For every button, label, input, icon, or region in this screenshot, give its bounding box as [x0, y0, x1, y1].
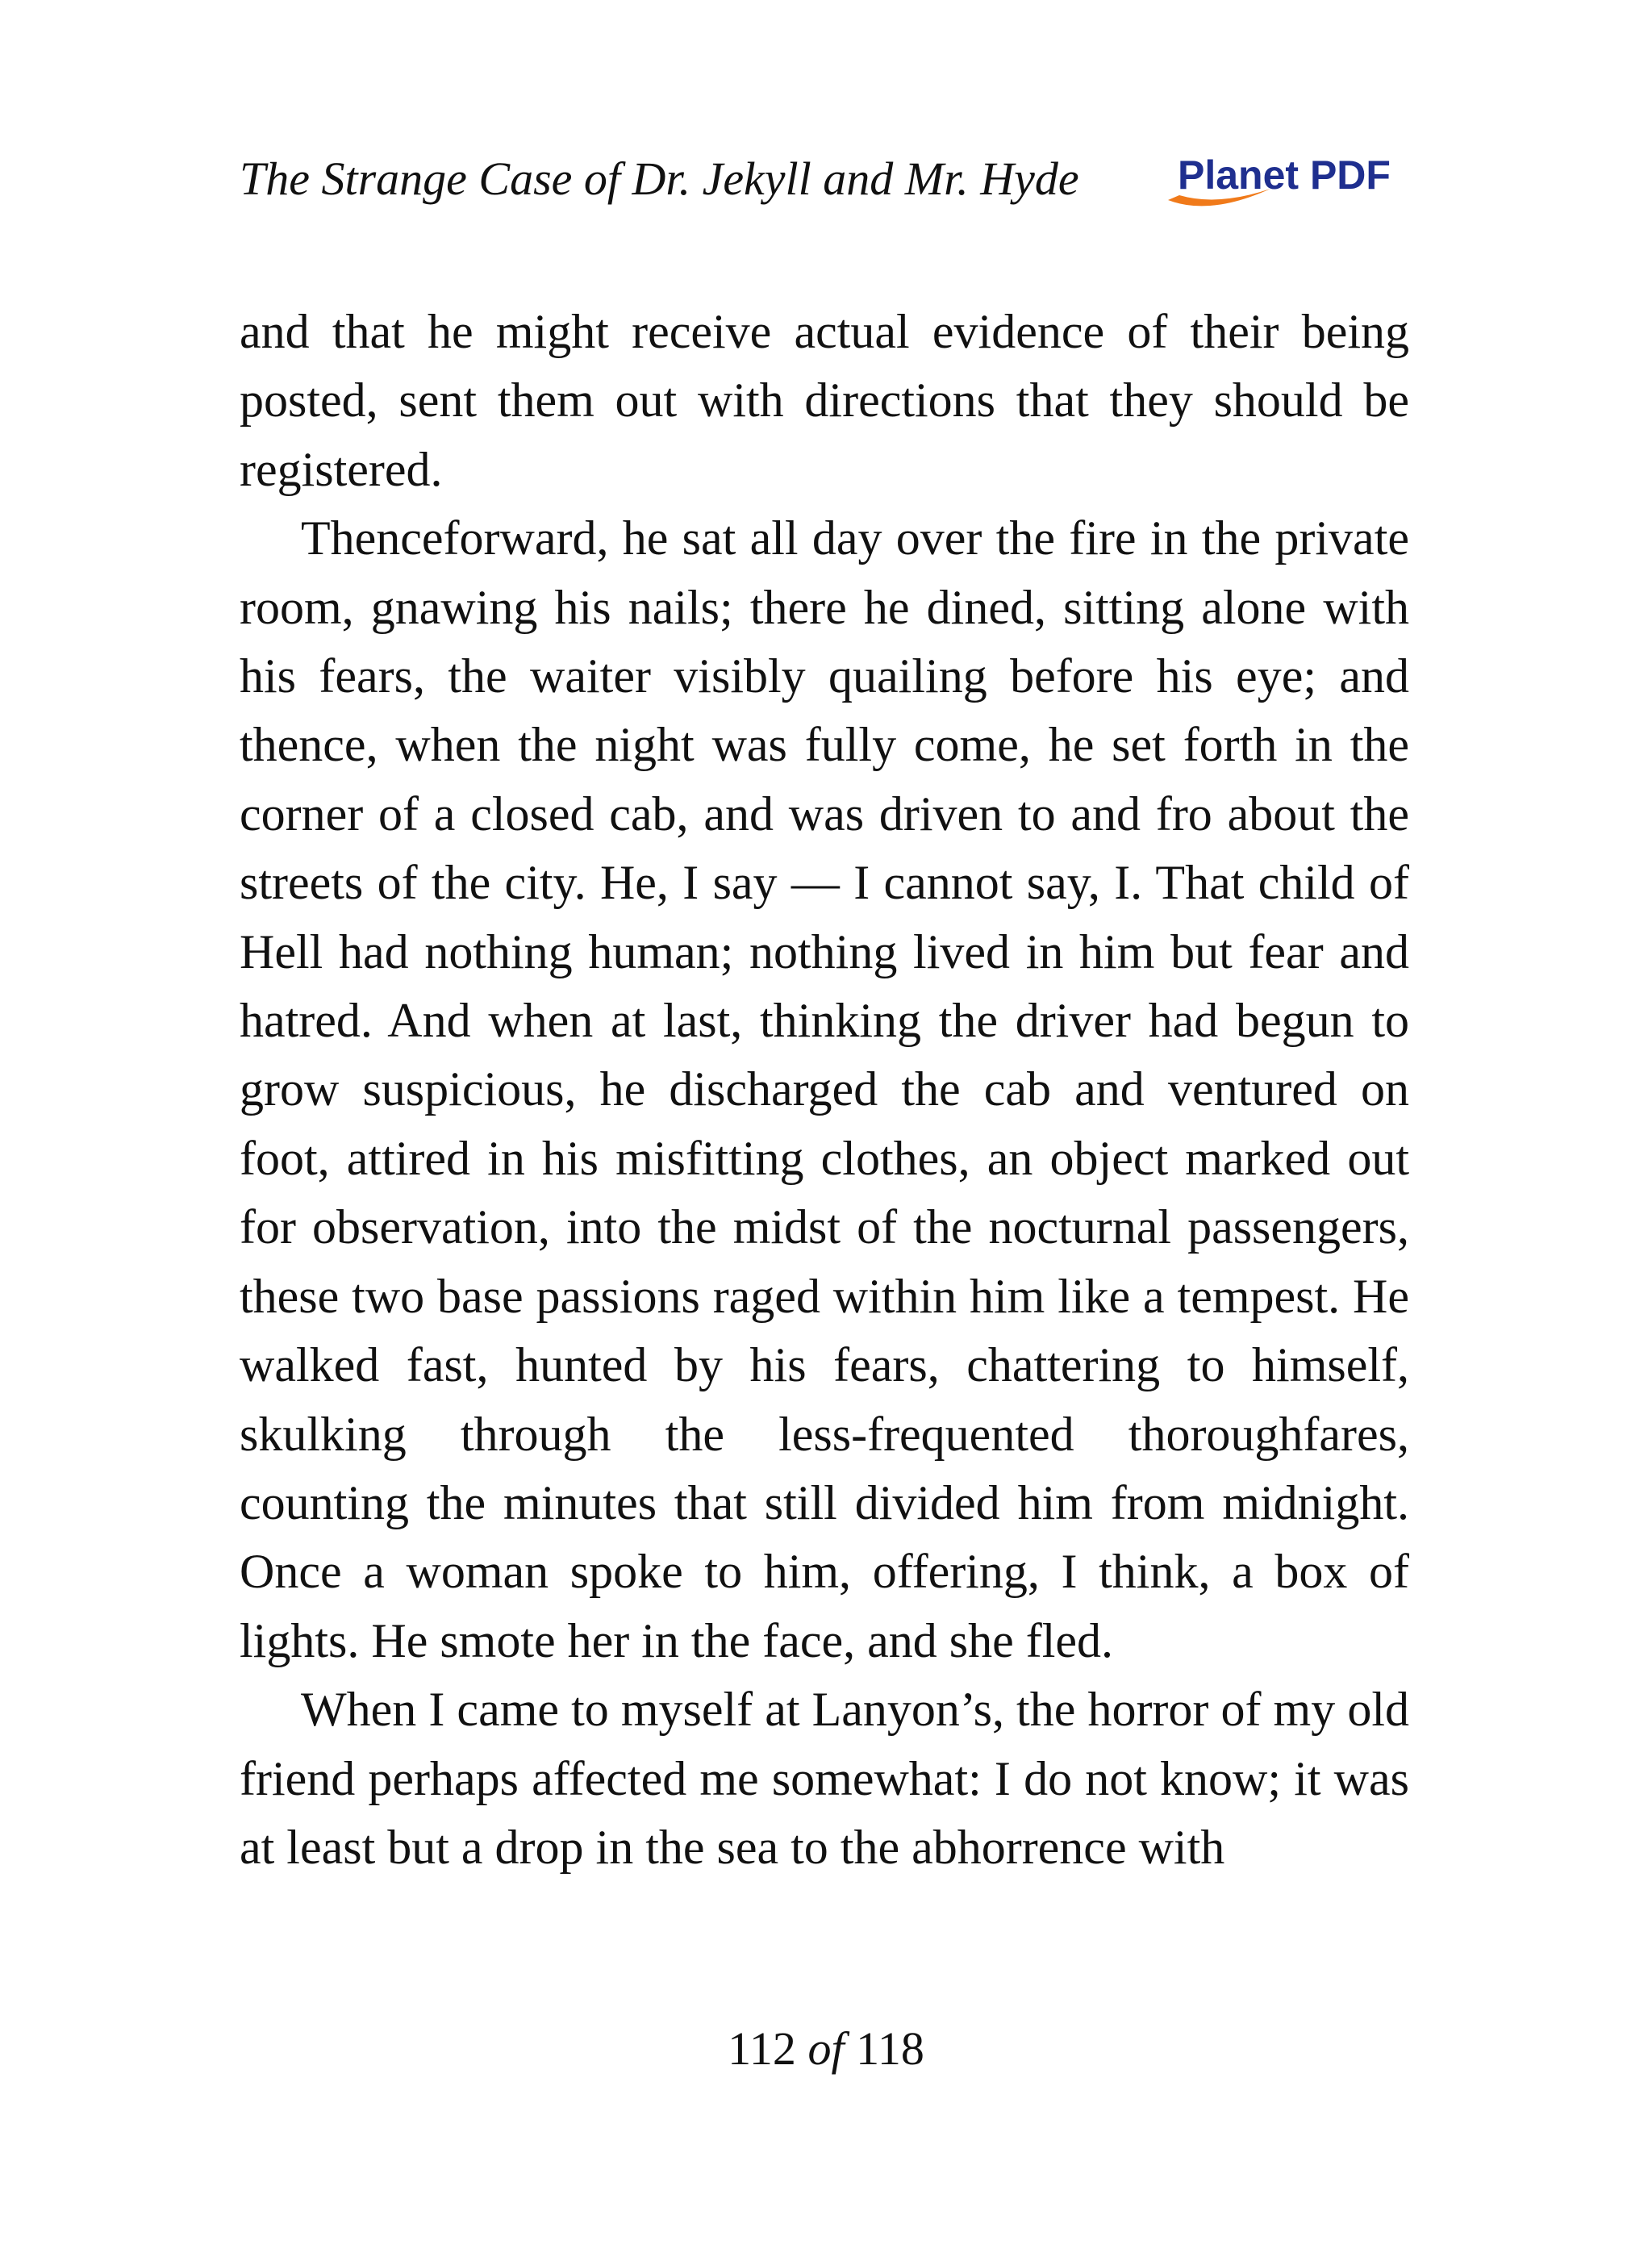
- current-page: 112: [728, 2022, 796, 2075]
- paragraph-continued: and that he might receive actual evidence of their being posted, sent them out with directions that they should be registered.: [240, 305, 1409, 496]
- page-of-label: of: [807, 2022, 845, 2075]
- total-pages: 118: [856, 2022, 924, 2075]
- paragraph-when-i-came: When I came to myself at Lanyon’s, the horror of my old friend perhaps affected me somewhat: I do not know; it was at least but a drop in the sea to the abhorrence with: [240, 1683, 1409, 1874]
- page-body: [240, 298, 1409, 1882]
- logo-text: Planet PDF: [1178, 152, 1391, 198]
- running-header-title: The Strange Case of Dr. Jekyll and Mr. Hyde: [240, 152, 1079, 205]
- planet-pdf-logo: [1162, 148, 1412, 213]
- paragraph-thenceforward: Thenceforward, he sat all day over the fire in the private room, gnawing his nails; there he dined, sitting alone with his fears, the waiter visibly quailing before his eye; and thence, when the night was fully come, he set forth in the corner of a closed cab, and was driven to and fro about the streets of the city. He, I say — I cannot say, I. That child of Hell had nothing human; nothing lived in him but fear and hatred. And when at last, thinking the driver had begun to grow suspicious, he discharged the cab and ventured on foot, attired in his misfitting clothes, an object marked out for observation, into the midst of the nocturnal passengers, these two base passions raged within him like a tempest. He walked fast, hunted by his fears, chattering to himself, skulking through the less-frequented thoroughfares, counting the minutes that still divided him from midnight. Once a woman spoke to him, offering, I think, a box of lights. He smote her in the face, and she fled.: [240, 511, 1409, 1667]
- page-number: [0, 2017, 1652, 2081]
